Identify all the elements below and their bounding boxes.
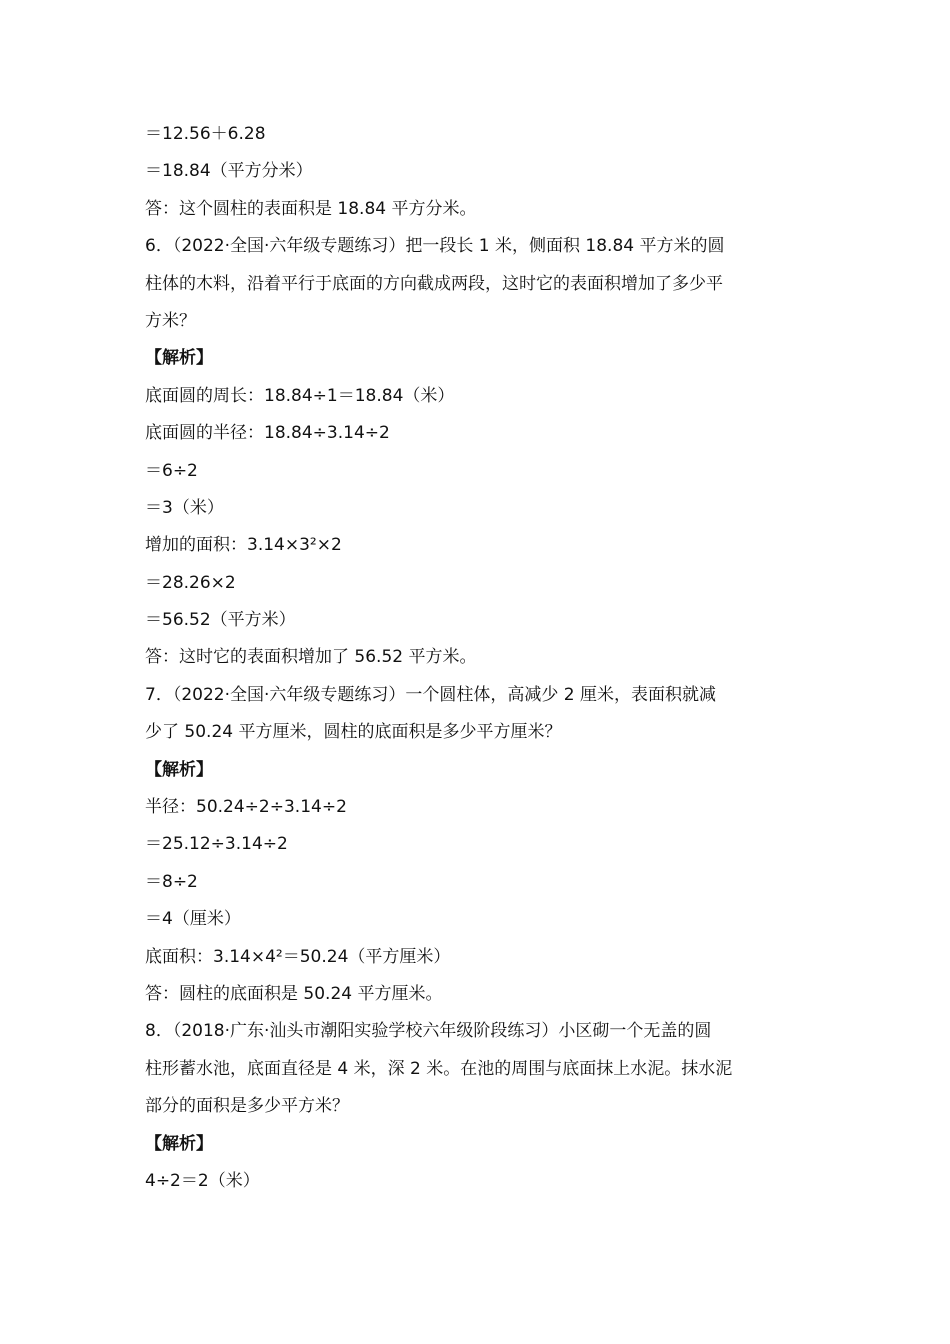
answer-line: 答：圆柱的底面积是 50.24 平方厘米。 — [145, 983, 443, 1004]
question-8-line-1: 8．（2018·广东·汕头市潮阳实验学校六年级阶段练习）小区砌一个无盖的圆 — [145, 1021, 712, 1042]
answer-line: 答：这时它的表面积增加了 56.52 平方米。 — [145, 647, 477, 668]
text-line: ＝8÷2 — [145, 871, 198, 892]
text-line: ＝12.56＋6.28 — [145, 124, 266, 144]
question-6-line-2: 柱体的木料，沿着平行于底面的方向截成两段，这时它的表面积增加了多少平 — [145, 273, 723, 294]
question-6-line-1: 6．（2022·全国·六年级专题练习）把一段长 1 米，侧面积 18.84 平方米的圆 — [145, 236, 725, 257]
text-line: 底面圆的半径：18.84÷3.14÷2 — [145, 423, 390, 444]
text-line: ＝28.26×2 — [145, 572, 236, 593]
analysis-heading: 【解析】 — [145, 348, 213, 369]
text-line: ＝18.84（平方分米） — [145, 161, 313, 182]
text-line: 底面积：3.14×4²＝50.24（平方厘米） — [145, 946, 451, 967]
text-line: ＝3（米） — [145, 497, 224, 518]
question-6-line-3: 方米？ — [145, 310, 196, 331]
text-line: ＝56.52（平方米） — [145, 610, 296, 631]
document-page — [145, 116, 815, 1200]
question-7-line-2: 少了 50.24 平方厘米，圆柱的底面积是多少平方厘米？ — [145, 722, 562, 743]
text-line: ＝4（厘米） — [145, 909, 241, 930]
analysis-heading: 【解析】 — [145, 1133, 213, 1154]
answer-line: 答：这个圆柱的表面积是 18.84 平方分米。 — [145, 198, 477, 219]
text-line: 4÷2＝2（米） — [145, 1170, 260, 1191]
text-line: ＝6÷2 — [145, 460, 198, 481]
text-line: 半径：50.24÷2÷3.14÷2 — [145, 797, 347, 818]
question-8-line-2: 柱形蓄水池，底面直径是 4 米，深 2 米。在池的周围与底面抹上水泥。抹水泥 — [145, 1058, 733, 1079]
text-line: ＝25.12÷3.14÷2 — [145, 834, 288, 855]
text-line: 增加的面积：3.14×3²×2 — [145, 535, 342, 556]
question-8-line-3: 部分的面积是多少平方米？ — [145, 1096, 349, 1117]
analysis-heading: 【解析】 — [145, 759, 213, 780]
text-line: 底面圆的周长：18.84÷1＝18.84（米） — [145, 385, 455, 406]
question-7-line-1: 7．（2022·全国·六年级专题练习）一个圆柱体，高减少 2 厘米，表面积就减 — [145, 684, 717, 705]
